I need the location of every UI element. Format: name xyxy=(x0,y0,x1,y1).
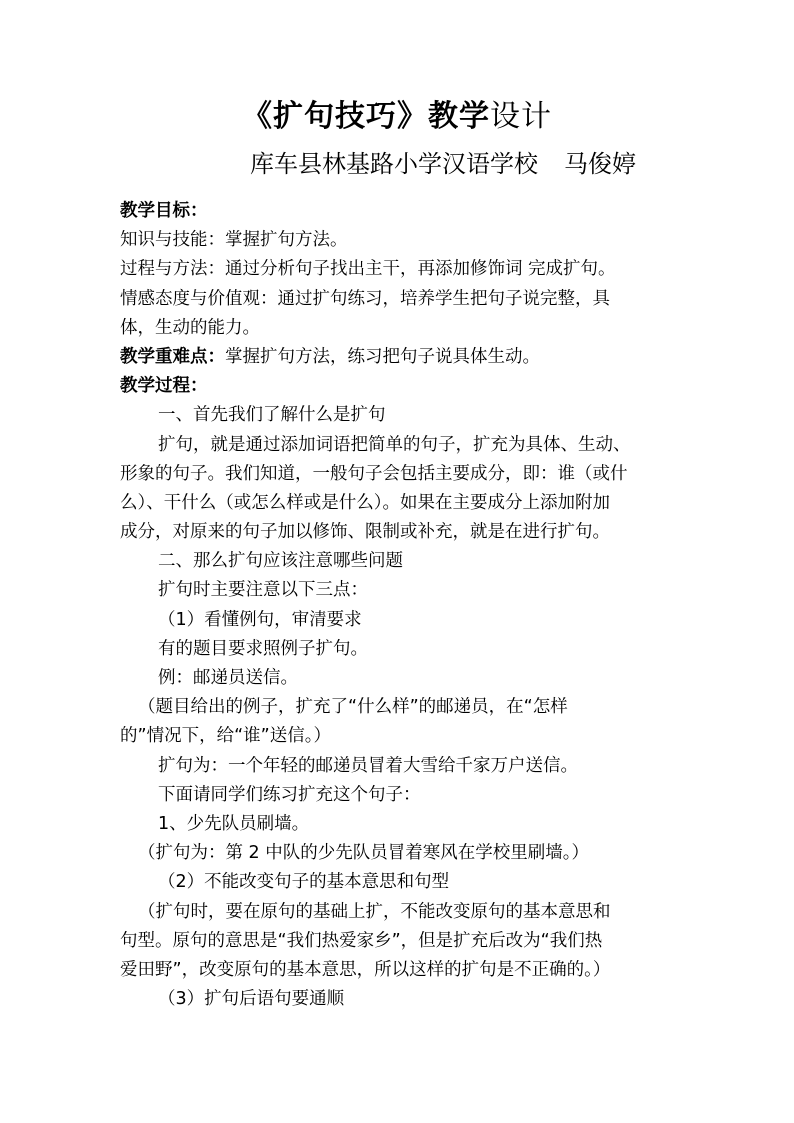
paragraph-line: （扩句为：第 2 中队的少先队员冒着寒风在学校里刷墙。） xyxy=(138,843,590,864)
section-heading: 一、首先我们了解什么是扩句 xyxy=(158,405,386,426)
paragraph-line: 扩句为：一个年轻的邮递员冒着大雪给千家万户送信。 xyxy=(158,755,578,776)
paragraph-line: 形象的句子。我们知道，一般句子会包括主要成分，即：谁（或什 xyxy=(120,463,628,484)
paragraph-line: 扩句时主要注意以下三点： xyxy=(158,580,368,601)
paragraph-line: 过程与方法：通过分析句子找出主干，再添加修饰词 完成扩句。 xyxy=(120,259,616,280)
paragraph-line: 成分，对原来的句子加以修饰、限制或补充，就是在进行扩句。 xyxy=(120,522,610,543)
author-name: 马俊婷 xyxy=(564,150,636,178)
paragraph-line: 有的题目要求照例子扩句。 xyxy=(158,638,368,659)
section-heading: 二、那么扩句应该注意哪些问题 xyxy=(158,551,403,572)
paragraph-line: （2）不能改变句子的基本意思和句型 xyxy=(158,872,450,893)
paragraph-line: （3）扩句后语句要通顺 xyxy=(158,989,345,1010)
paragraph-line: 知识与技能：掌握扩句方法。 xyxy=(120,230,348,251)
paragraph-line: （扩句时，要在原句的基础上扩，不能改变原句的基本意思和 xyxy=(138,901,611,922)
document-body xyxy=(120,197,680,1014)
title-bold-part: 《扩句技巧》教学 xyxy=(242,99,490,134)
title-normal-part: 设计 xyxy=(490,99,552,134)
key-points-label: 教学重难点： xyxy=(120,346,225,367)
document-title xyxy=(0,99,794,135)
heading-teaching-goals: 教学目标： xyxy=(120,201,208,221)
key-points-text: 掌握扩句方法，练习把句子说具体生动。 xyxy=(225,346,540,367)
paragraph-line: 么）、干什么（或怎么样或是什么）。如果在主要成分上添加附加 xyxy=(120,492,610,513)
paragraph-line: 1、少先队员刷墙。 xyxy=(158,813,310,834)
paragraph-line: （1）看懂例句，审清要求 xyxy=(158,609,362,630)
paragraph-line: 爱田野”，改变原句的基本意思，所以这样的扩句是不正确的。） xyxy=(120,959,611,980)
paragraph-line: 例：邮递员送信。 xyxy=(158,668,298,688)
paragraph-line: 情感态度与价值观：通过扩句练习，培养学生把句子说完整，具 xyxy=(120,288,610,309)
paragraph-line: 体，生动的能力。 xyxy=(120,317,260,338)
key-points-line xyxy=(120,343,680,372)
document-subtitle xyxy=(250,148,636,180)
heading-teaching-process: 教学过程： xyxy=(120,376,208,397)
paragraph-line: 扩句，就是通过添加词语把简单的句子，扩充为具体、生动、 xyxy=(158,434,631,455)
paragraph-line: 下面请同学们练习扩充这个句子： xyxy=(158,784,421,805)
paragraph-line: 句型。原句的意思是“我们热爱家乡”，但是扩充后改为“我们热 xyxy=(120,930,603,951)
paragraph-line: 的”情况下，给“谁”送信。） xyxy=(120,726,331,747)
school-name: 库车县林基路小学汉语学校 xyxy=(250,150,538,178)
paragraph-line: （题目给出的例子，扩充了“什么样”的邮递员，在“怎样 xyxy=(138,697,568,718)
